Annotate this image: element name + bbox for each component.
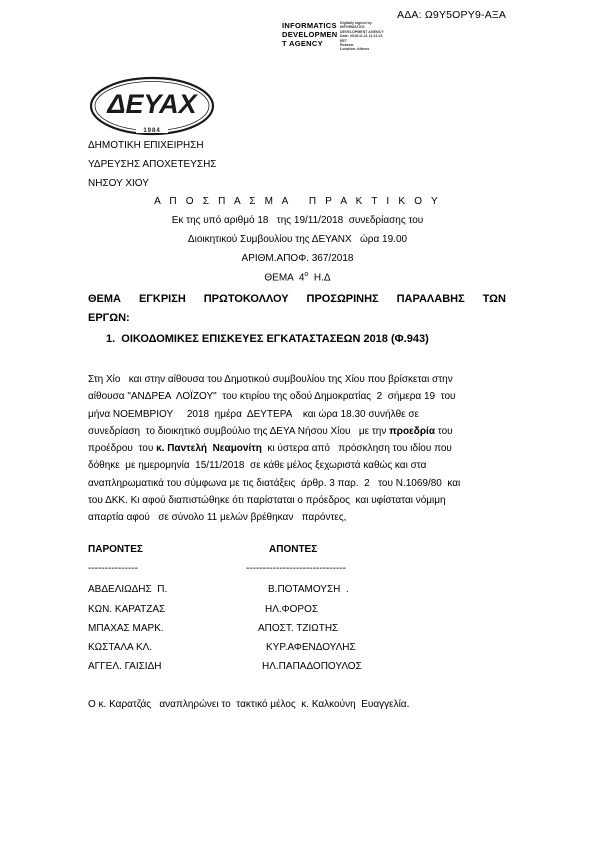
body-text: συνεδρίαση το διοικητικό συμβούλιο της ΔΕΥΑ Νήσου Χίου με την	[88, 425, 387, 437]
thema-suffix: Η.Δ	[308, 272, 331, 284]
org-line-1: ΔΗΜΟΤΙΚΗ ΕΠΙΧΕΙΡΗΣΗ	[88, 140, 204, 151]
thema-number	[0, 271, 595, 283]
board-line: Διοικητικού Συμβουλίου της ΔΕΥΑΝΧ ώρα 19.00	[187, 234, 408, 245]
signature-line: DEVELOPMEN	[282, 30, 338, 39]
signature-detail-line: INFORMATICS	[340, 25, 365, 30]
body-bold-text: προεδρία	[389, 425, 435, 437]
subject-word: ΠΡΩΤΟΚΟΛΛΟΥ	[203, 293, 289, 305]
signature-detail-line: DEVELOPMENT AGENCY	[340, 29, 384, 34]
subject-word: ΠΡΟΣΩΡΙΝΗΣ	[306, 293, 379, 305]
org-line-2: ΥΔΡΕΥΣΗΣ ΑΠΟΧΕΤΕΥΣΗΣ	[88, 159, 217, 170]
subject-item-1: 1. ΟΙΚΟΔΟΜΙΚΕΣ ΕΠΙΣΚΕΥΕΣ ΕΓΚΑΤΑΣΤΑΣΕΩΝ 2018 (Φ.943)	[106, 333, 429, 345]
document-title: Α Π Ο Σ Π Α Σ Μ Α Π Ρ Α Κ Τ Ι Κ Ο Υ	[154, 196, 441, 207]
absent-header: ΑΠΟΝΤΕΣ	[269, 544, 318, 555]
body-text: κι ύστερα από πρόσκληση του ιδίου που	[261, 443, 452, 455]
ada-number: ΑΔΑ: Ω9Υ5ΟΡΥ9-ΑΞΑ	[397, 9, 507, 21]
logo-text: ΔΕΥΑΧ	[107, 89, 197, 119]
absent-member: Β.ΠΟΤΑΜΟΥΣΗ .	[268, 584, 349, 595]
signature-agency-name	[282, 21, 338, 48]
signature-detail-line: Location: Athens	[340, 47, 370, 52]
org-line-3: ΝΗΣΟΥ ΧΙΟΥ	[88, 178, 149, 189]
decision-number: ΑΡΙΘΜ.ΑΠΟΦ. 367/2018	[241, 253, 354, 264]
body-line	[88, 423, 500, 440]
signature-detail-line: EET	[340, 38, 347, 43]
absent-member: ΚΥΡ.ΑΦΕΝΔΟΥΛΗΣ	[266, 642, 356, 653]
deyax-logo	[88, 75, 216, 137]
meeting-line: Εκ της υπό αριθμό 18 της 19/11/2018 συνεδρίασης του	[171, 215, 424, 226]
body-line: δόθηκε με ημερομηνία 15/11/2018 σε κάθε μέλος ξεχωριστά καθώς και στα	[88, 460, 427, 472]
subject-line-2: ΕΡΓΩΝ:	[88, 312, 130, 324]
body-line: Στη Χίο και στην αίθουσα του Δημοτικού συμβουλίου της Χίου που βρίσκεται στην	[88, 374, 453, 385]
president-name: κ. Παντελή Νεαμονίτη	[156, 443, 262, 455]
body-line	[88, 440, 500, 457]
body-line: μήνα ΝΟΕΜΒΡΙΟΥ 2018 ημέρα ΔΕΥΤΕΡΑ και ώρα 18.30 συνήλθε σε	[88, 408, 420, 420]
subject-word: ΤΩΝ	[482, 293, 506, 305]
body-text: προέδρου του	[88, 443, 157, 455]
signature-detail-line: Digitally signed by	[340, 21, 372, 25]
thema-prefix: ΘΕΜΑ 4	[264, 272, 305, 284]
subject-word: ΠΑΡΑΛΑΒΗΣ	[396, 293, 465, 305]
present-member: ΚΩΣΤΑΛΑ ΚΛ.	[88, 642, 153, 653]
body-line: απαρτία αφού σε σύνολο 11 μελών βρέθηκαν παρόντες,	[88, 512, 347, 524]
present-member: ΜΠΑΧΑΣ ΜΑΡΚ.	[88, 623, 164, 634]
thema-superscript: ο	[304, 271, 309, 278]
absent-member: ΗΛ.ΠΑΠΑΔΟΠΟΥΛΟΣ	[262, 661, 362, 672]
subject-line-1	[88, 290, 506, 309]
signature-detail-line: Date: 2018.11.21 11:11:21	[340, 34, 383, 39]
signature-detail-line: Reason:	[340, 43, 355, 48]
subject-word: ΕΓΚΡΙΣΗ	[138, 293, 186, 305]
present-header: ΠΑΡΟΝΤΕΣ	[88, 544, 143, 555]
subject-word: ΘΕΜΑ	[88, 293, 121, 305]
absent-member: ΗΛ.ΦΟΡΟΣ	[265, 604, 319, 615]
subject-block	[88, 290, 506, 328]
present-member: ΑΒΔΕΛΙΩΔΗΣ Π.	[88, 584, 168, 595]
signature-line: INFORMATICS	[282, 21, 337, 30]
signature-line: T AGENCY	[282, 39, 323, 48]
signature-details	[340, 21, 384, 52]
substitution-note: Ο κ. Καρατζάς αναπληρώνει το τακτικό μέλος κ. Καλκούνη Ευαγγελία.	[88, 699, 410, 710]
absent-member: ΑΠΟΣΤ. ΤΖΙΩΤΗΣ	[258, 623, 339, 634]
body-line: του ΔΚΚ. Κι αφού διαπιστώθηκε ότι παρίσταται ο πρόεδρος και υφίσταται νόμιμη	[88, 495, 446, 507]
minutes-body	[88, 371, 500, 527]
body-line: αναπληρωματικά του σύμφωνα με τις διατάξεις άρθρ. 3 παρ. 2 του Ν.1069/80 και	[88, 477, 461, 489]
body-line: αίθουσα "ΑΝΔΡΕΑ ΛΟΪΖΟΥ" του κτιρίου της οδού Δημοκρατίας 2 σήμερα 19 του	[88, 391, 456, 403]
body-text: του	[434, 425, 453, 437]
present-divider: ---------------	[88, 563, 138, 574]
present-member: ΑΓΓΕΛ. ΓΑΙΣΙΔΗ	[88, 661, 162, 672]
present-member: ΚΩΝ. ΚΑΡΑΤΖΑΣ	[88, 604, 166, 615]
absent-divider: ------------------------------	[246, 563, 346, 574]
logo-year: 1984	[143, 128, 161, 134]
